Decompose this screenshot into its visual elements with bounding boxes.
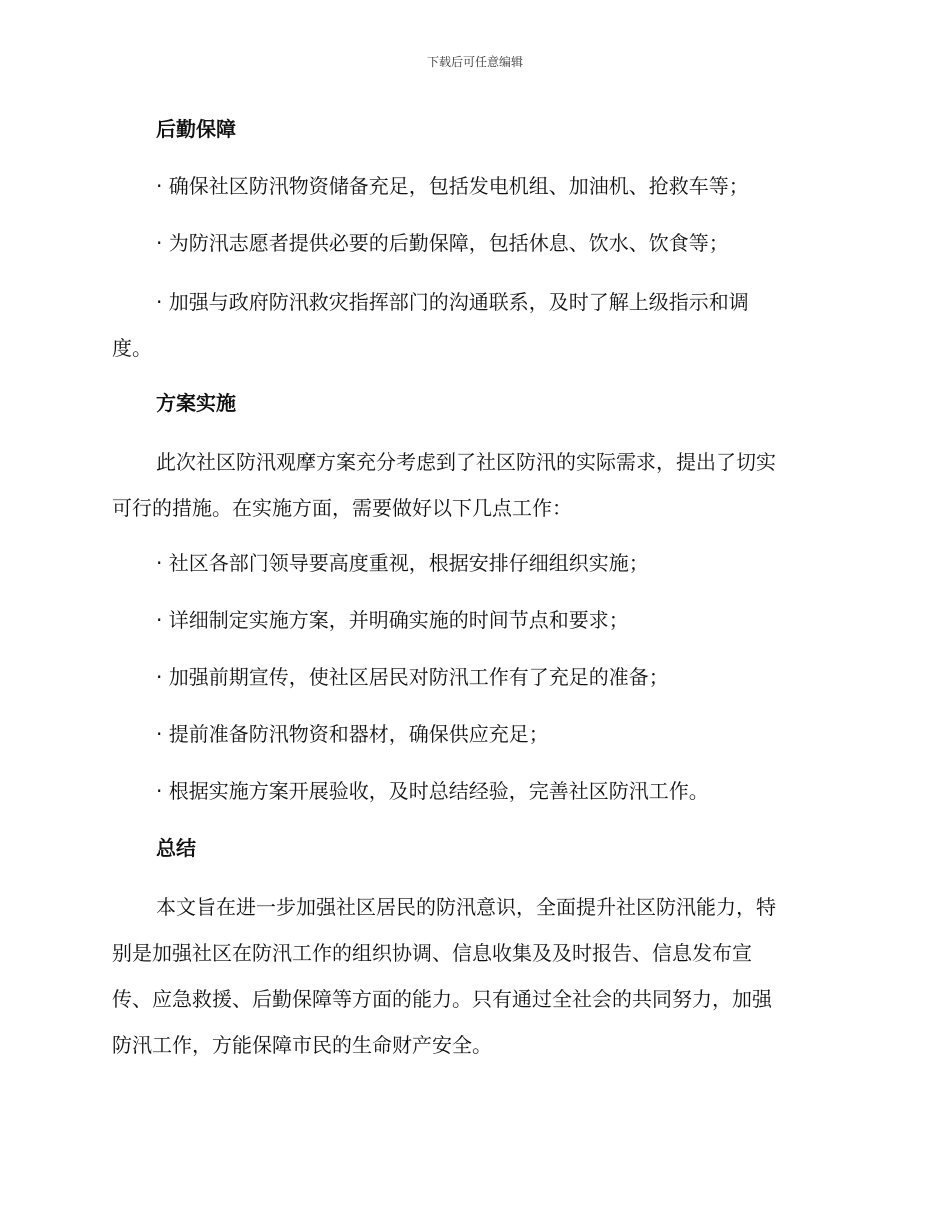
bullet-line: · 加强与政府防汛救灾指挥部门的沟通联系，及时了解上级指示和调 — [156, 290, 749, 314]
page-header: 下载后可任意编辑 — [426, 55, 523, 69]
paragraph-line: 此次社区防汛观摩方案充分考虑到了社区防汛的实际需求，提出了切实 — [156, 450, 776, 474]
bullet-item: · 根据实施方案开展验收，及时总结经验，完善社区防汛工作。 — [156, 779, 709, 803]
paragraph-line: 本文旨在进一步加强社区居民的防汛意识，全面提升社区防汛能力，特 — [156, 895, 776, 919]
paragraph-line: 传、应急救援、后勤保障等方面的能力。只有通过全社会的共同努力，加强 — [112, 987, 772, 1011]
bullet-item: · 社区各部门领导要高度重视，根据安排仔细组织实施； — [156, 551, 649, 575]
document-body — [112, 108, 840, 1079]
section-title-logistics: 后勤保障 — [156, 117, 236, 141]
implementation-intro — [112, 439, 840, 531]
summary-paragraph — [112, 884, 840, 1068]
bullet-line: 度。 — [112, 336, 152, 360]
section-title-summary: 总结 — [156, 836, 196, 860]
bullet-item: · 提前准备防汛物资和器材，确保供应充足； — [156, 722, 549, 746]
bullet-item: · 详细制定实施方案，并明确实施的时间节点和要求； — [156, 608, 629, 632]
paragraph-line: 可行的措施。在实施方面，需要做好以下几点工作： — [112, 496, 572, 520]
bullet-item: · 为防汛志愿者提供必要的后勤保障，包括休息、饮水、饮食等； — [156, 231, 729, 255]
paragraph-line: 别是加强社区在防汛工作的组织协调、信息收集及及时报告、信息发布宣 — [112, 941, 752, 965]
paragraph-line: 防汛工作，方能保障市民的生命财产安全。 — [112, 1033, 492, 1057]
section-title-implementation: 方案实施 — [156, 391, 236, 415]
bullet-item-wrapped — [112, 279, 840, 371]
bullet-item: · 确保社区防汛物资储备充足，包括发电机组、加油机、抢救车等； — [156, 174, 749, 198]
bullet-item: · 加强前期宣传，使社区居民对防汛工作有了充足的准备； — [156, 665, 669, 689]
